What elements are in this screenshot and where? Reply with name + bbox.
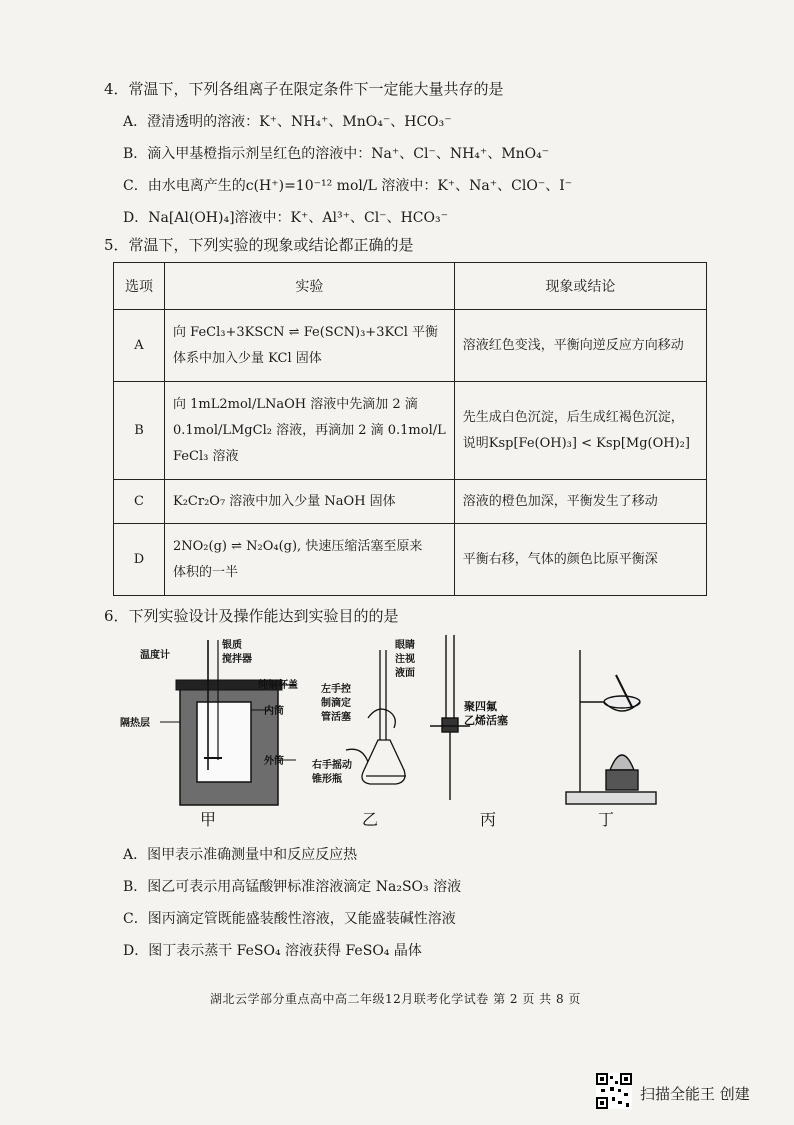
caption-bing: 丙 xyxy=(480,810,497,829)
jia-label-stirrer: 搅拌器 xyxy=(222,654,252,665)
cell-line: 2NO₂(g) ⇌ N₂O₄(g), 快速压缩活塞至原来 xyxy=(173,538,423,554)
jia-label-silver: 银质 xyxy=(222,640,242,651)
table-row xyxy=(114,480,707,524)
table-row xyxy=(114,524,707,596)
yi-label-left3: 管活塞 xyxy=(321,712,351,723)
table-row xyxy=(114,382,707,480)
cell-line: 体系中加入少量 KCl 固体 xyxy=(173,350,322,366)
q4-option-a: A．澄清透明的溶液：K⁺、NH₄⁺、MnO₄⁻、HCO₃⁻ xyxy=(123,114,452,130)
row-experiment xyxy=(165,480,455,524)
jia-label-outer: 外筒 xyxy=(264,756,284,767)
bing-label-1: 聚四氟 xyxy=(464,700,497,713)
bing-label-2: 乙烯活塞 xyxy=(464,714,508,727)
jia-label-copper-lid: 纯铜杯盖 xyxy=(258,680,298,691)
yi-label-eye1: 眼睛 xyxy=(395,640,415,651)
q6-stem: 6．下列实验设计及操作能达到实验目的的是 xyxy=(104,607,399,625)
cell-line: FeCl₃ 溶液 xyxy=(173,448,239,464)
row-option: B xyxy=(114,382,165,480)
caption-jia: 甲 xyxy=(200,810,217,829)
experiment-table xyxy=(113,262,707,596)
header-experiment: 实验 xyxy=(165,263,455,310)
cell-line: 说明Ksp[Fe(OH)₃] < Ksp[Mg(OH)₂] xyxy=(462,435,690,451)
q6-option-d: D．图丁表示蒸干 FeSO₄ 溶液获得 FeSO₄ 晶体 xyxy=(123,943,422,959)
q6-option-a: A．图甲表示准确测量中和反应反应热 xyxy=(123,847,358,863)
cell-line: 向 FeCl₃+3KSCN ⇌ Fe(SCN)₃+3KCl 平衡 xyxy=(173,324,439,340)
cell-line: 体积的一半 xyxy=(173,564,239,580)
scanner-watermark: 扫描全能王 创建 xyxy=(640,1085,750,1103)
cell-line: 先生成白色沉淀，后生成红褐色沉淀， xyxy=(462,409,684,425)
yi-label-right1: 右手摇动 xyxy=(312,760,352,771)
yi-label-left1: 左手控 xyxy=(321,684,351,695)
yi-label-left2: 制滴定 xyxy=(321,698,351,709)
header-option: 选项 xyxy=(114,263,165,310)
cell-line: 0.1mol/LMgCl₂ 溶液，再滴加 2 滴 0.1mol/L xyxy=(173,422,446,438)
q6-option-b: B．图乙可表示用高锰酸钾标准溶液滴定 Na₂SO₃ 溶液 xyxy=(123,879,462,895)
jia-label-inner: 内筒 xyxy=(264,706,284,717)
row-option: D xyxy=(114,524,165,596)
cell-line: 溶液红色变浅，平衡向逆反应方向移动 xyxy=(462,337,684,353)
cell-line: 向 1mL2mol/LNaOH 溶液中先滴加 2 滴 xyxy=(173,396,418,412)
yi-label-eye2: 注视 xyxy=(395,654,415,665)
row-result xyxy=(454,524,706,596)
row-experiment xyxy=(165,310,455,382)
page-footer: 湖北云学部分重点高中高二年级12月联考化学试卷 第 2 页 共 8 页 xyxy=(210,992,581,1006)
q4-option-b: B．滴入甲基橙指示剂呈红色的溶液中：Na⁺、Cl⁻、NH₄⁺、MnO₄⁻ xyxy=(123,146,550,162)
q4-option-d: D．Na[Al(OH)₄]溶液中：K⁺、Al³⁺、Cl⁻、HCO₃⁻ xyxy=(123,210,448,226)
cell-line: 平衡右移，气体的颜色比原平衡深 xyxy=(462,551,658,567)
caption-yi: 乙 xyxy=(362,810,379,829)
q4-option-c: C．由水电离产生的c(H⁺)=10⁻¹² mol/L 溶液中：K⁺、Na⁺、ClO⁻、I⁻ xyxy=(123,178,573,194)
qr-code-icon xyxy=(596,1073,632,1109)
jia-label-insulation: 隔热层 xyxy=(120,718,150,729)
q4-stem: 4．常温下，下列各组离子在限定条件下一定能大量共存的是 xyxy=(104,80,504,98)
table-header-row xyxy=(114,263,707,310)
row-experiment xyxy=(165,382,455,480)
row-result xyxy=(454,382,706,480)
apparatus-figures xyxy=(120,630,700,835)
table-row xyxy=(114,310,707,382)
yi-label-eye3: 液面 xyxy=(395,668,415,679)
evaporation-figure xyxy=(566,650,656,804)
caption-ding: 丁 xyxy=(598,810,615,829)
q5-stem: 5．常温下，下列实验的现象或结论都正确的是 xyxy=(104,236,414,254)
jia-label-thermometer: 温度计 xyxy=(140,650,170,661)
header-result: 现象或结论 xyxy=(454,263,706,310)
q6-option-c: C．图丙滴定管既能盛装酸性溶液，又能盛装碱性溶液 xyxy=(123,911,456,927)
row-option: A xyxy=(114,310,165,382)
row-result xyxy=(454,310,706,382)
cell-line: K₂Cr₂O₇ 溶液中加入少量 NaOH 固体 xyxy=(173,493,396,509)
row-option: C xyxy=(114,480,165,524)
yi-label-right2: 锥形瓶 xyxy=(312,774,342,785)
cell-line: 溶液的橙色加深，平衡发生了移动 xyxy=(462,493,658,509)
row-experiment xyxy=(165,524,455,596)
row-result xyxy=(454,480,706,524)
